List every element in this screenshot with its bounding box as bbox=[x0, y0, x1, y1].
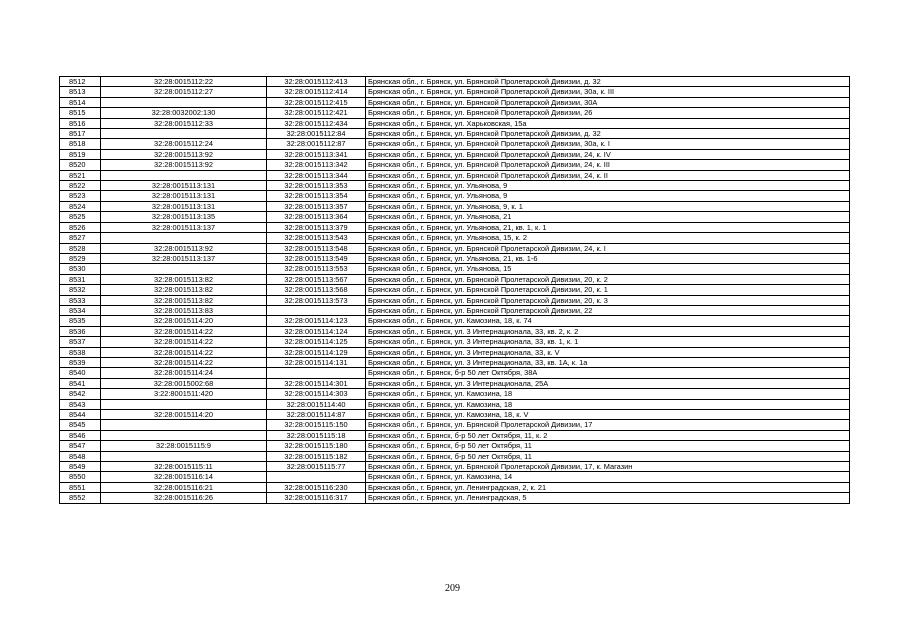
cell-row-number: 8551 bbox=[60, 482, 101, 492]
table-row bbox=[60, 441, 850, 451]
cell-address: Брянская обл., г. Брянск, ул. Брянской Пролетарской Дивизии, 26 bbox=[366, 108, 850, 118]
cell-cadastral-number-object: 32:28:0015114:125 bbox=[267, 337, 366, 347]
cell-cadastral-number-land: 32:28:0015112:22 bbox=[101, 77, 267, 87]
cell-address: Брянская обл., г. Брянск, ул. Ульянова, 9 bbox=[366, 191, 850, 201]
cell-cadastral-number-land: 32:28:0015113:83 bbox=[101, 305, 267, 315]
table-row bbox=[60, 191, 850, 201]
cell-cadastral-number-object: 32:28:0015113:353 bbox=[267, 181, 366, 191]
cell-row-number: 8532 bbox=[60, 285, 101, 295]
cell-address: Брянская обл., г. Брянск, б-р 50 лет Октября, 11 bbox=[366, 451, 850, 461]
cell-cadastral-number-land: 32:28:0015113:131 bbox=[101, 191, 267, 201]
table-row bbox=[60, 222, 850, 232]
cell-row-number: 8538 bbox=[60, 347, 101, 357]
table-row bbox=[60, 201, 850, 211]
cell-cadastral-number-object: 32:28:0015114:123 bbox=[267, 316, 366, 326]
cell-cadastral-number-object: 32:28:0015113:549 bbox=[267, 253, 366, 263]
table-row bbox=[60, 97, 850, 107]
cell-row-number: 8544 bbox=[60, 410, 101, 420]
table-row bbox=[60, 212, 850, 222]
cell-cadastral-number-object bbox=[267, 368, 366, 378]
cell-row-number: 8533 bbox=[60, 295, 101, 305]
cell-cadastral-number-object bbox=[267, 305, 366, 315]
cell-address: Брянская обл., г. Брянск, б-р 50 лет Октября, 11, к. 2 bbox=[366, 430, 850, 440]
cell-address: Брянская обл., г. Брянск, ул. 3 Интернационала, 25А bbox=[366, 378, 850, 388]
cell-address: Брянская обл., г. Брянск, ул. 3 Интернационала, 33, кв. 1, к. 1 bbox=[366, 337, 850, 347]
cell-address: Брянская обл., г. Брянск, ул. Брянской Пролетарской Дивизии, д. 32 bbox=[366, 77, 850, 87]
cell-cadastral-number-object: 32:28:0015113:354 bbox=[267, 191, 366, 201]
cell-address: Брянская обл., г. Брянск, ул. Камозина, 18 bbox=[366, 389, 850, 399]
cell-address: Брянская обл., г. Брянск, ул. Ульянова, 15, к. 2 bbox=[366, 233, 850, 243]
table-row bbox=[60, 462, 850, 472]
cell-cadastral-number-land: 32:28:0015112:24 bbox=[101, 139, 267, 149]
cell-address: Брянская обл., г. Брянск, ул. Камозина, 18 bbox=[366, 399, 850, 409]
cell-row-number: 8542 bbox=[60, 389, 101, 399]
cell-row-number: 8547 bbox=[60, 441, 101, 451]
table-row bbox=[60, 399, 850, 409]
cell-cadastral-number-land bbox=[101, 264, 267, 274]
table-row bbox=[60, 326, 850, 336]
cell-cadastral-number-object: 32:28:0015113:573 bbox=[267, 295, 366, 305]
cell-cadastral-number-object: 32:28:0015112:434 bbox=[267, 118, 366, 128]
table-row bbox=[60, 77, 850, 87]
cell-cadastral-number-land: 32:28:0015114:22 bbox=[101, 347, 267, 357]
cell-address: Брянская обл., г. Брянск, ул. Брянской Пролетарской Дивизии, 30А bbox=[366, 97, 850, 107]
cell-row-number: 8545 bbox=[60, 420, 101, 430]
cell-row-number: 8531 bbox=[60, 274, 101, 284]
cell-row-number: 8517 bbox=[60, 129, 101, 139]
cell-cadastral-number-object: 32:28:0015113:548 bbox=[267, 243, 366, 253]
cell-cadastral-number-land: 32:28:0015113:131 bbox=[101, 201, 267, 211]
cell-row-number: 8528 bbox=[60, 243, 101, 253]
cell-row-number: 8518 bbox=[60, 139, 101, 149]
table-row bbox=[60, 410, 850, 420]
cell-cadastral-number-land: 32:28:0015112:27 bbox=[101, 87, 267, 97]
cell-cadastral-number-object: 32:28:0015115:180 bbox=[267, 441, 366, 451]
cell-address: Брянская обл., г. Брянск, ул. Брянской Пролетарской Дивизии, 17, к. Магазин bbox=[366, 462, 850, 472]
cell-cadastral-number-object: 32:28:0015112:413 bbox=[267, 77, 366, 87]
cell-cadastral-number-land bbox=[101, 420, 267, 430]
cell-address: Брянская обл., г. Брянск, ул. 3 Интернационала, 33, кв. 1А, к. 1а bbox=[366, 357, 850, 367]
cell-cadastral-number-object: 32:28:0015114:124 bbox=[267, 326, 366, 336]
table-row bbox=[60, 305, 850, 315]
cell-cadastral-number-land: 32:28:0015113:137 bbox=[101, 253, 267, 263]
cell-row-number: 8548 bbox=[60, 451, 101, 461]
cell-cadastral-number-object: 32:28:0015114:40 bbox=[267, 399, 366, 409]
table-row bbox=[60, 170, 850, 180]
cell-cadastral-number-land: 32:28:0015113:92 bbox=[101, 149, 267, 159]
cell-cadastral-number-object bbox=[267, 472, 366, 482]
cell-address: Брянская обл., г. Брянск, б-р 50 лет Октября, 11 bbox=[366, 441, 850, 451]
registry-table-body bbox=[60, 77, 850, 504]
cell-cadastral-number-object: 32:28:0015114:131 bbox=[267, 357, 366, 367]
cell-cadastral-number-land: 32:28:0015114:22 bbox=[101, 357, 267, 367]
cell-row-number: 8529 bbox=[60, 253, 101, 263]
cell-cadastral-number-land: 32:28:0015114:22 bbox=[101, 337, 267, 347]
cell-cadastral-number-land: 32:28:0015113:137 bbox=[101, 222, 267, 232]
cell-address: Брянская обл., г. Брянск, ул. 3 Интернационала, 33, кв. 2, к. 2 bbox=[366, 326, 850, 336]
cell-cadastral-number-object: 32:28:0015113:543 bbox=[267, 233, 366, 243]
cell-cadastral-number-land: 32:28:0015112:33 bbox=[101, 118, 267, 128]
cell-address: Брянская обл., г. Брянск, ул. Камозина, 18, к. V bbox=[366, 410, 850, 420]
cell-row-number: 8535 bbox=[60, 316, 101, 326]
cell-cadastral-number-land: 32:28:0015113:135 bbox=[101, 212, 267, 222]
cell-cadastral-number-land bbox=[101, 97, 267, 107]
cell-address: Брянская обл., г. Брянск, ул. Ульянова, 21 bbox=[366, 212, 850, 222]
cell-cadastral-number-object: 32:28:0015112:87 bbox=[267, 139, 366, 149]
table-row bbox=[60, 160, 850, 170]
table-row bbox=[60, 316, 850, 326]
table-row bbox=[60, 285, 850, 295]
cell-address: Брянская обл., г. Брянск, ул. Брянской Пролетарской Дивизии, 20, к. 3 bbox=[366, 295, 850, 305]
cell-cadastral-number-object: 32:28:0015113:344 bbox=[267, 170, 366, 180]
cell-address: Брянская обл., г. Брянск, ул. Ленинградская, 5 bbox=[366, 493, 850, 503]
cell-cadastral-number-land: 32:28:0032002:130 bbox=[101, 108, 267, 118]
cell-cadastral-number-object: 32:28:0015113:567 bbox=[267, 274, 366, 284]
cell-cadastral-number-object: 32:28:0015115:150 bbox=[267, 420, 366, 430]
cell-address: Брянская обл., г. Брянск, ул. Брянской Пролетарской Дивизии, 24, к. II bbox=[366, 170, 850, 180]
table-row bbox=[60, 378, 850, 388]
cell-cadastral-number-land: 32:28:0015002:68 bbox=[101, 378, 267, 388]
cell-cadastral-number-land bbox=[101, 129, 267, 139]
cell-address: Брянская обл., г. Брянск, ул. Харьковская, 15а bbox=[366, 118, 850, 128]
cell-address: Брянская обл., г. Брянск, ул. Брянской Пролетарской Дивизии, 24, к. I bbox=[366, 243, 850, 253]
table-row bbox=[60, 108, 850, 118]
cell-cadastral-number-land bbox=[101, 451, 267, 461]
cell-cadastral-number-land: 32:28:0015115:9 bbox=[101, 441, 267, 451]
cell-row-number: 8541 bbox=[60, 378, 101, 388]
cell-cadastral-number-object: 32:28:0015116:230 bbox=[267, 482, 366, 492]
cell-cadastral-number-land: 32:28:0015114:22 bbox=[101, 326, 267, 336]
table-row bbox=[60, 139, 850, 149]
cell-address: Брянская обл., г. Брянск, ул. Ульянова, 21, кв. 1-6 bbox=[366, 253, 850, 263]
cell-row-number: 8534 bbox=[60, 305, 101, 315]
table-row bbox=[60, 430, 850, 440]
cell-address: Брянская обл., г. Брянск, ул. Брянской Пролетарской Дивизии, 20, к. 1 bbox=[366, 285, 850, 295]
cell-row-number: 8523 bbox=[60, 191, 101, 201]
table-row bbox=[60, 149, 850, 159]
cell-row-number: 8524 bbox=[60, 201, 101, 211]
cell-cadastral-number-object: 32:28:0015112:414 bbox=[267, 87, 366, 97]
cell-cadastral-number-land: 32:28:0015113:92 bbox=[101, 243, 267, 253]
cell-cadastral-number-object: 32:28:0015114:301 bbox=[267, 378, 366, 388]
table-row bbox=[60, 347, 850, 357]
cell-cadastral-number-object: 32:28:0015113:379 bbox=[267, 222, 366, 232]
cell-address: Брянская обл., г. Брянск, ул. Ульянова, 21, кв. 1, к. 1 bbox=[366, 222, 850, 232]
page-number: 209 bbox=[445, 583, 460, 594]
cell-cadastral-number-object: 32:28:0015113:342 bbox=[267, 160, 366, 170]
cell-row-number: 8543 bbox=[60, 399, 101, 409]
table-row bbox=[60, 493, 850, 503]
table-row bbox=[60, 233, 850, 243]
cell-cadastral-number-land: 32:28:0015113:82 bbox=[101, 274, 267, 284]
cell-address: Брянская обл., г. Брянск, ул. Ульянова, 9, к. 1 bbox=[366, 201, 850, 211]
table-row bbox=[60, 87, 850, 97]
cell-cadastral-number-land: 32:28:0015114:20 bbox=[101, 410, 267, 420]
cell-row-number: 8513 bbox=[60, 87, 101, 97]
cell-address: Брянская обл., г. Брянск, ул. Брянской Пролетарской Дивизии, 30а, к. III bbox=[366, 87, 850, 97]
cell-row-number: 8526 bbox=[60, 222, 101, 232]
cell-cadastral-number-object: 32:28:0015114:87 bbox=[267, 410, 366, 420]
table-row bbox=[60, 420, 850, 430]
cell-row-number: 8539 bbox=[60, 357, 101, 367]
cell-address: Брянская обл., г. Брянск, ул. Брянской Пролетарской Дивизии, 30а, к. I bbox=[366, 139, 850, 149]
cell-address: Брянская обл., г. Брянск, ул. Брянской Пролетарской Дивизии, 22 bbox=[366, 305, 850, 315]
cell-address: Брянская обл., г. Брянск, ул. Камозина, 18, к. 74 bbox=[366, 316, 850, 326]
cell-row-number: 8512 bbox=[60, 77, 101, 87]
cell-cadastral-number-object: 32:28:0015112:415 bbox=[267, 97, 366, 107]
cell-cadastral-number-object: 32:28:0015114:303 bbox=[267, 389, 366, 399]
cell-address: Брянская обл., г. Брянск, ул. Брянской Пролетарской Дивизии, д. 32 bbox=[366, 129, 850, 139]
cell-address: Брянская обл., г. Брянск, ул. Брянской Пролетарской Дивизии, 24, к. IV bbox=[366, 149, 850, 159]
cell-row-number: 8546 bbox=[60, 430, 101, 440]
table-row bbox=[60, 482, 850, 492]
cell-row-number: 8536 bbox=[60, 326, 101, 336]
table-row bbox=[60, 274, 850, 284]
cell-cadastral-number-land: 32:28:0015114:24 bbox=[101, 368, 267, 378]
registry-table bbox=[59, 76, 850, 504]
cell-address: Брянская обл., г. Брянск, б-р 50 лет Октября, 38А bbox=[366, 368, 850, 378]
cell-cadastral-number-land bbox=[101, 430, 267, 440]
table-row bbox=[60, 295, 850, 305]
cell-row-number: 8550 bbox=[60, 472, 101, 482]
table-row bbox=[60, 337, 850, 347]
cell-cadastral-number-object: 32:28:0015115:77 bbox=[267, 462, 366, 472]
table-row bbox=[60, 368, 850, 378]
cell-address: Брянская обл., г. Брянск, ул. 3 Интернационала, 33, к. V bbox=[366, 347, 850, 357]
cell-address: Брянская обл., г. Брянск, ул. Камозина, 14 bbox=[366, 472, 850, 482]
cell-address: Брянская обл., г. Брянск, ул. Брянской Пролетарской Дивизии, 24, к. III bbox=[366, 160, 850, 170]
cell-cadastral-number-land bbox=[101, 170, 267, 180]
cell-address: Брянская обл., г. Брянск, ул. Брянской Пролетарской Дивизии, 17 bbox=[366, 420, 850, 430]
cell-cadastral-number-object: 32:28:0015113:357 bbox=[267, 201, 366, 211]
cell-cadastral-number-land: 32:28:0015113:82 bbox=[101, 295, 267, 305]
table-row bbox=[60, 253, 850, 263]
cell-cadastral-number-land: 32:28:0015114:20 bbox=[101, 316, 267, 326]
cell-cadastral-number-object: 32:28:0015112:84 bbox=[267, 129, 366, 139]
cell-row-number: 8515 bbox=[60, 108, 101, 118]
table-row bbox=[60, 181, 850, 191]
cell-address: Брянская обл., г. Брянск, ул. Ульянова, 9 bbox=[366, 181, 850, 191]
cell-cadastral-number-land: 32:28:0015116:21 bbox=[101, 482, 267, 492]
cell-cadastral-number-object: 32:28:0015116:317 bbox=[267, 493, 366, 503]
cell-cadastral-number-object: 32:28:0015113:364 bbox=[267, 212, 366, 222]
table-row bbox=[60, 389, 850, 399]
table-row bbox=[60, 472, 850, 482]
cell-row-number: 8525 bbox=[60, 212, 101, 222]
cell-row-number: 8519 bbox=[60, 149, 101, 159]
table-row bbox=[60, 357, 850, 367]
cell-cadastral-number-object: 32:28:0015112:421 bbox=[267, 108, 366, 118]
cell-cadastral-number-land: 32:28:0015113:131 bbox=[101, 181, 267, 191]
table-row bbox=[60, 451, 850, 461]
table-row bbox=[60, 118, 850, 128]
cell-cadastral-number-land: 32:28:0015116:14 bbox=[101, 472, 267, 482]
cell-cadastral-number-land: 32:28:0015113:82 bbox=[101, 285, 267, 295]
cell-row-number: 8537 bbox=[60, 337, 101, 347]
cell-cadastral-number-object: 32:28:0015113:341 bbox=[267, 149, 366, 159]
cell-cadastral-number-land: 3:22:8001511:420 bbox=[101, 389, 267, 399]
cell-cadastral-number-land bbox=[101, 233, 267, 243]
cell-address: Брянская обл., г. Брянск, ул. Ульянова, 15 bbox=[366, 264, 850, 274]
cell-row-number: 8514 bbox=[60, 97, 101, 107]
cell-row-number: 8521 bbox=[60, 170, 101, 180]
cell-row-number: 8552 bbox=[60, 493, 101, 503]
cell-row-number: 8549 bbox=[60, 462, 101, 472]
cell-cadastral-number-object: 32:28:0015113:568 bbox=[267, 285, 366, 295]
cell-cadastral-number-object: 32:28:0015113:553 bbox=[267, 264, 366, 274]
cell-cadastral-number-land: 32:28:0015115:11 bbox=[101, 462, 267, 472]
cell-address: Брянская обл., г. Брянск, ул. Брянской Пролетарской Дивизии, 20, к. 2 bbox=[366, 274, 850, 284]
cell-cadastral-number-land: 32:28:0015116:26 bbox=[101, 493, 267, 503]
table-row bbox=[60, 129, 850, 139]
cell-row-number: 8520 bbox=[60, 160, 101, 170]
cell-row-number: 8527 bbox=[60, 233, 101, 243]
cell-cadastral-number-object: 32:28:0015115:18 bbox=[267, 430, 366, 440]
cell-cadastral-number-object: 32:28:0015115:182 bbox=[267, 451, 366, 461]
cell-cadastral-number-land bbox=[101, 399, 267, 409]
cell-cadastral-number-object: 32:28:0015114:129 bbox=[267, 347, 366, 357]
cell-row-number: 8522 bbox=[60, 181, 101, 191]
cell-cadastral-number-land: 32:28:0015113:92 bbox=[101, 160, 267, 170]
table-row bbox=[60, 243, 850, 253]
cell-row-number: 8540 bbox=[60, 368, 101, 378]
cell-address: Брянская обл., г. Брянск, ул. Ленинградская, 2, к. 21 bbox=[366, 482, 850, 492]
table-row bbox=[60, 264, 850, 274]
cell-row-number: 8530 bbox=[60, 264, 101, 274]
cell-row-number: 8516 bbox=[60, 118, 101, 128]
